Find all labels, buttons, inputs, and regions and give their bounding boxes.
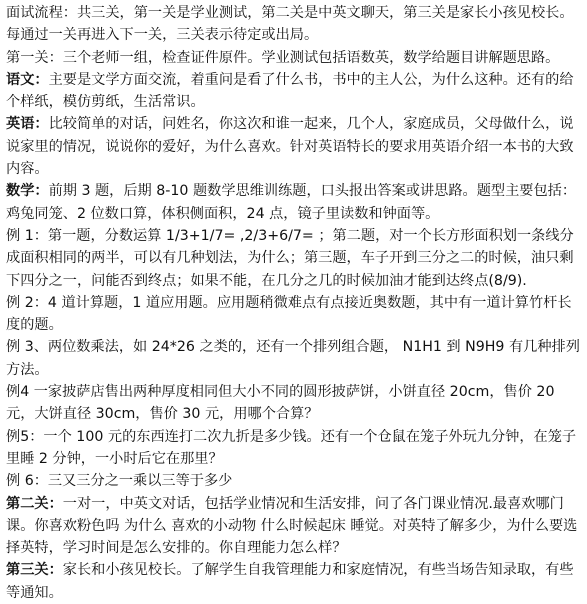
paragraph-example-6 <box>6 470 581 492</box>
paragraph-text: 例 6：三又三分之一乘以三等于多少 <box>6 473 233 490</box>
paragraph-example-2 <box>6 292 581 337</box>
paragraph-round-one <box>6 47 581 69</box>
paragraph-text: 例4 一家披萨店售出两种厚度相同但大小不同的圆形披萨饼，小饼直径 20cm，售价 20 元，大饼直径 30cm，售价 30 元，用哪个合算？ <box>6 384 555 423</box>
paragraph-label: 数学： <box>6 183 49 200</box>
paragraph-label: 第三关： <box>6 562 63 579</box>
paragraph-example-3 <box>6 336 581 381</box>
paragraph-example-1 <box>6 225 581 292</box>
paragraph-text: 比较简单的对话，问姓名，你这次和谁一起来，几个人，家庭成员，父母做什么，说说家里的情况，说说你的爱好，为什么喜欢。针对英语特长的要求用英语介绍一本书的大致内容。 <box>6 116 574 178</box>
paragraph-interview-process <box>6 2 581 47</box>
paragraph-text: 第一关：三个老师一组，检查证件原件。学业测试包括语数英，数学给题目讲解题思路。 <box>6 49 560 66</box>
paragraph-example-4 <box>6 381 581 426</box>
paragraph-label: 语文： <box>6 71 49 88</box>
paragraph-text: 主要是文学方面交流，着重问是看了什么书，书中的主人公，为什么这种。还有的给个样纸，模仿剪纸，生活常识。 <box>6 71 574 111</box>
paragraph-text: 例 1：第一题，分数运算 1/3+1/7= ,2/3+6/7= ；第二题，对一个长方形面积划一条线分成面积相同的两半，可以有几种划法，为什么；第三题，车子开到三分之二的时候，油只剩下四分之一，问能否到终点；如果不能，在几分之几的时候加油才能到达终点(8/9). <box>6 227 574 289</box>
paragraph-text: 家长和小孩见校长。了解学生自我管理能力和家庭情况，有些当场告知录取，有些等通知。 <box>6 562 574 601</box>
paragraph-label: 第二关： <box>6 495 63 512</box>
paragraph-round-three <box>6 559 581 604</box>
paragraph-text: 一对一，中英文对话，包括学业情况和生活安排，问了各门课业情况.最喜欢哪门课。你喜欢粉色吗 为什么 喜欢的小动物 什么时候起床 睡觉。对英特了解多少，为什么要选择英特，学习时间是怎么安排的。你自理能力怎么样？ <box>6 495 578 557</box>
paragraph-text: 前期 3 题，后期 8-10 题数学思维训练题，口头报出答案或讲思路。题型主要包括：鸡兔同笼、2 位数口算，体积侧面积，24 点，镜子里读数和钟面等。 <box>6 183 577 222</box>
paragraph-text: 例 2：4 道计算题，1 道应用题。应用题稍微难点有点接近奥数题，其中有一道计算竹杆长度的题。 <box>6 294 572 334</box>
paragraph-text: 例 3、两位数乘法，如 24*26 之类的，还有一个排列组合题， N1H1 到 N9H9 有几种排列方法。 <box>6 339 580 378</box>
paragraph-example-5 <box>6 426 581 471</box>
paragraph-text: 面试流程：共三关，第一关是学业测试，第二关是中英文聊天，第三关是家长小孩见校长。每通过一关再进入下一关，三关表示待定或出局。 <box>6 5 574 44</box>
paragraph-chinese <box>6 69 581 114</box>
paragraph-round-two <box>6 493 581 560</box>
paragraph-english <box>6 113 581 180</box>
paragraph-math <box>6 180 581 225</box>
paragraph-label: 英语： <box>6 116 49 133</box>
paragraph-text: 例5：一个 100 元的东西连打二次九折是多少钱。还有一个仓鼠在笼子外玩九分钟，在笼子里睡 2 分钟，一小时后它在那里？ <box>6 428 577 467</box>
